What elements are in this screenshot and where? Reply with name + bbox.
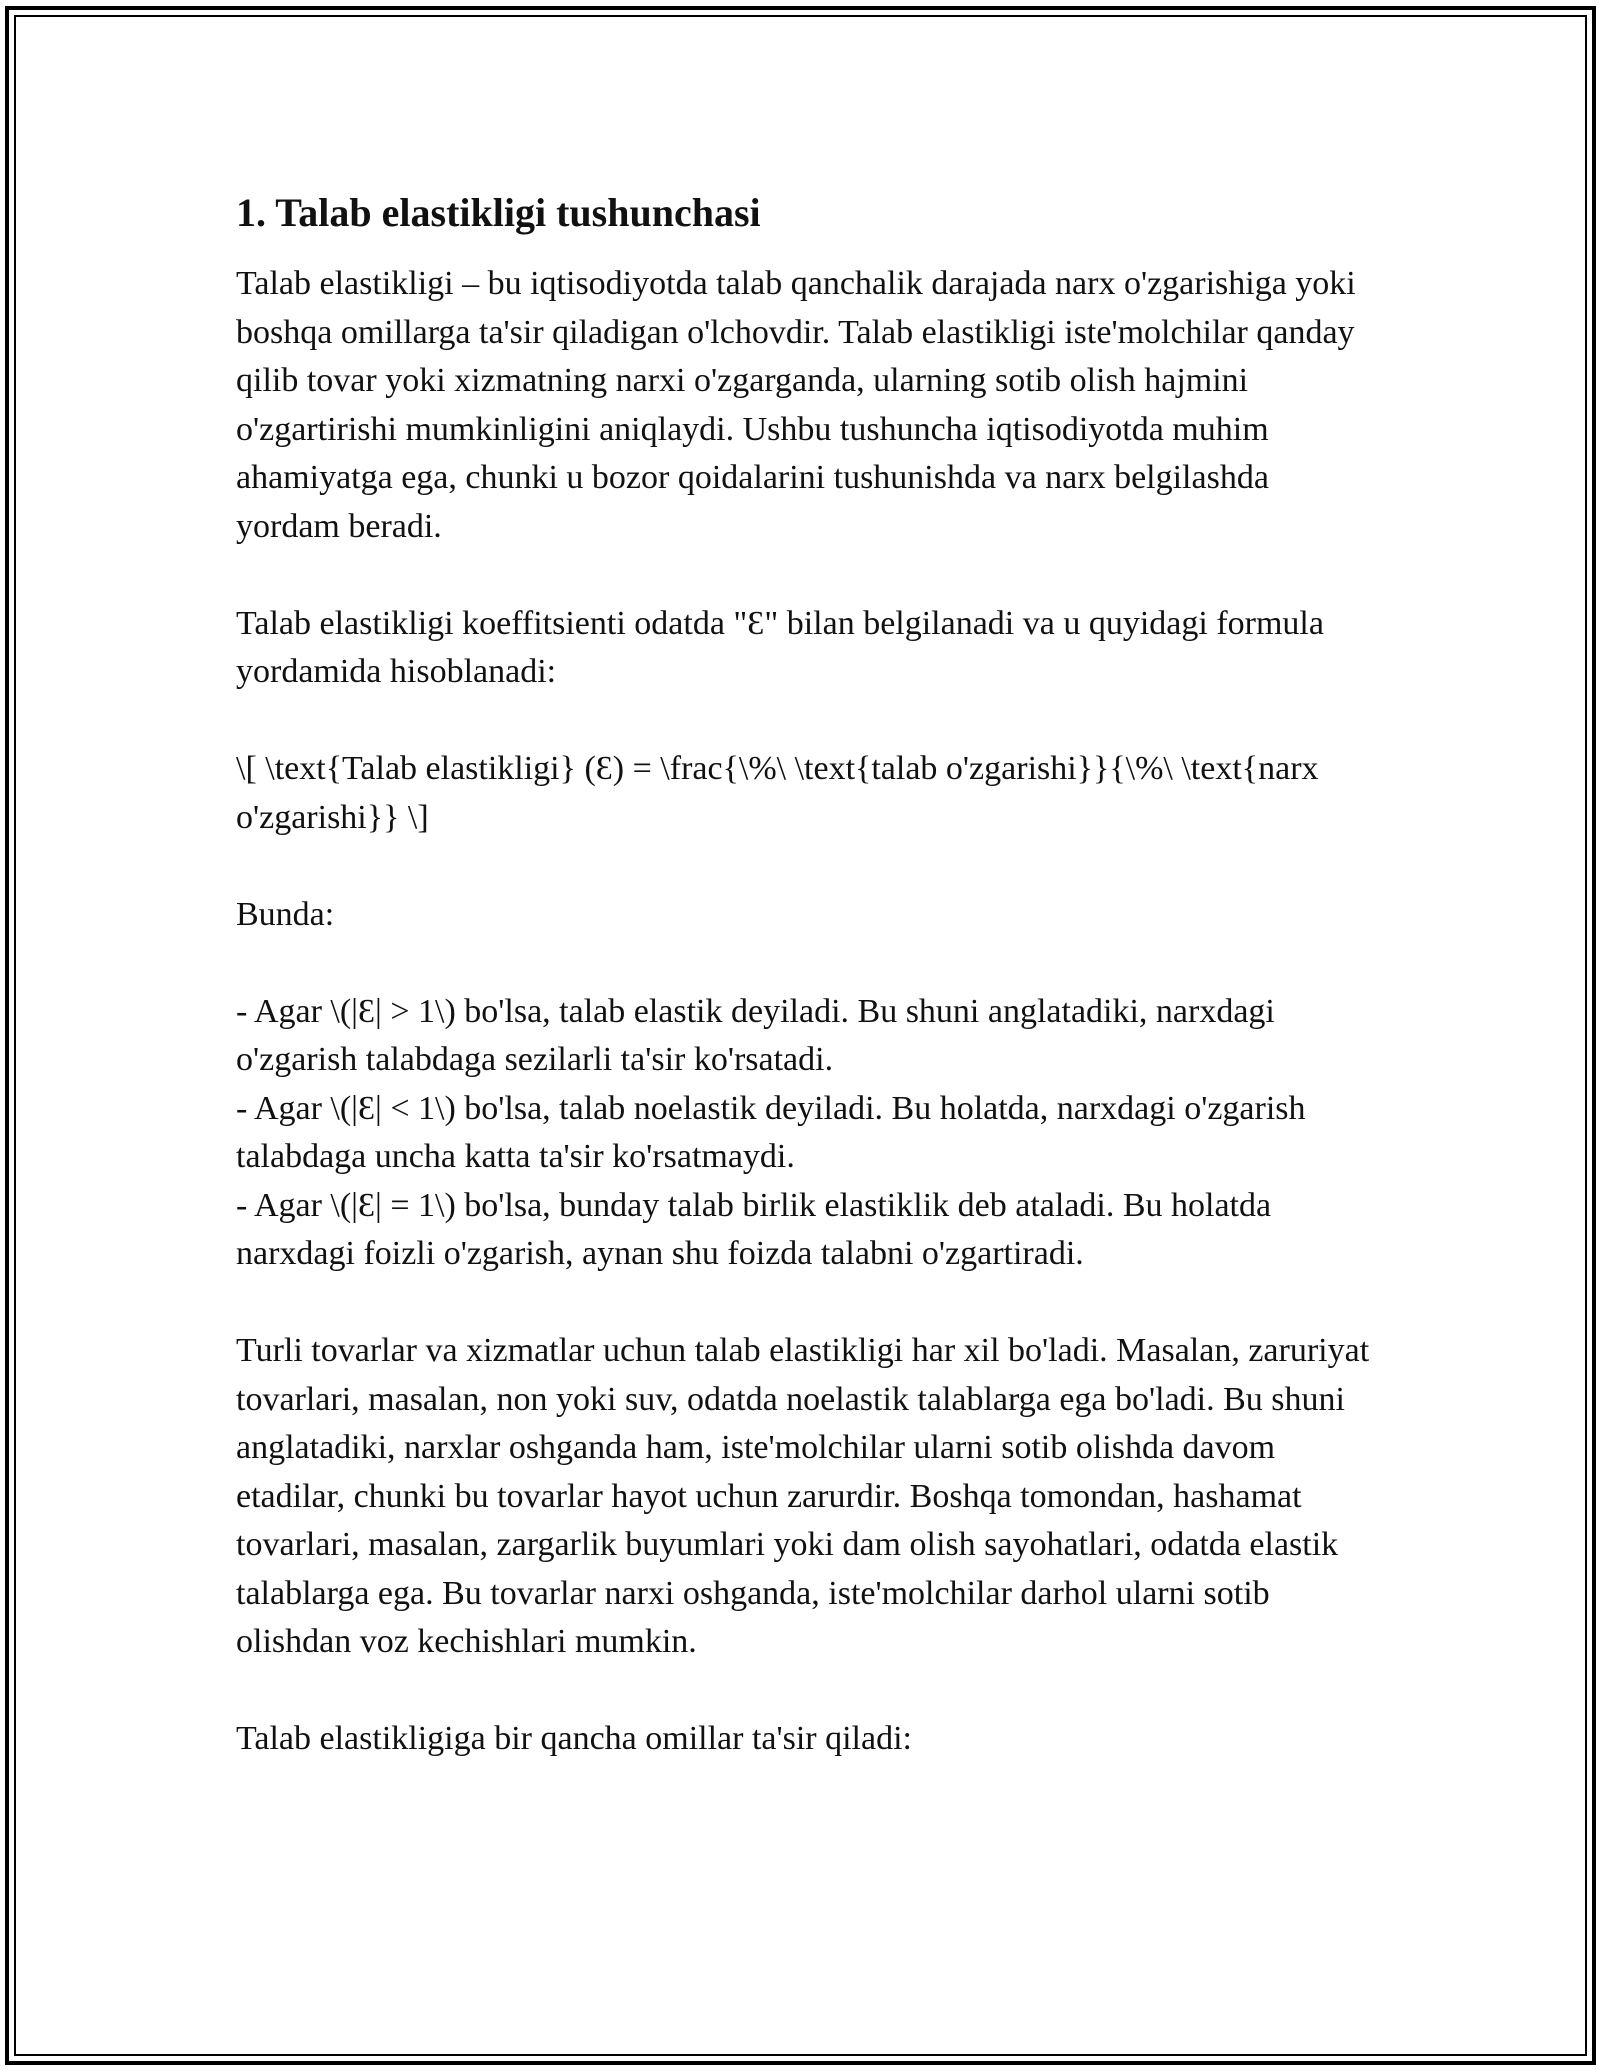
paragraph-spacer	[236, 1667, 1376, 1716]
list-item: - Agar \(|Ɛ| < 1\) bo'lsa, talab noelastik deyiladi. Bu holatda, narxdagi o'zgarish talabdaga uncha katta ta'sir ko'rsatmaydi.	[236, 1089, 1306, 1175]
formula-text: \[ \text{Talab elastikligi} (Ɛ) = \frac{\%\ \text{talab o'zgarishi}}{\%\ \text{narx o'zgarishi}} \]	[236, 750, 1319, 836]
paragraph-spacer	[236, 1279, 1376, 1328]
paragraph-spacer	[236, 939, 1376, 988]
bunda-label: Bunda:	[236, 895, 335, 933]
factors-intro: Talab elastikligiga bir qancha omillar ta'sir qiladi:	[236, 1720, 912, 1757]
intro-paragraph: Talab elastikligi – bu iqtisodiyotda talab qanchalik darajada narx o'zgarishiga yoki boshqa omillarga ta'sir qiladigan o'lchovdir. Talab elastikligi iste'molchilar qanday qilib tovar yoki xizmatning narxi o'zgarganda, ularning sotib olish hajmini o'zgartirishi mumkinligini aniqlaydi. Ushbu tushuncha iqtisodiyotda muhim ahamiyatga ega, chunki u bozor qoidalarini tushunishda va narx belgilashda yordam beradi.	[236, 265, 1356, 545]
paragraph-spacer	[236, 697, 1376, 746]
paragraph-spacer	[236, 842, 1376, 891]
paragraph-spacer	[236, 551, 1376, 600]
list-item: - Agar \(|Ɛ| > 1\) bo'lsa, talab elastik deyiladi. Bu shuni anglatadiki, narxdagi o'zgarish talabdaga sezilarli ta'sir ko'rsatadi.	[236, 992, 1275, 1078]
goods-paragraph: Turli tovarlar va xizmatlar uchun talab elastikligi har xil bo'ladi. Masalan, zaruriyat tovarlari, masalan, non yoki suv, odatda noelastik talablarga ega bo'ladi. Bu shuni anglatadiki, narxlar oshganda ham, iste'molchilar ularni sotib olishda davom etadilar, chunki bu tovarlar hayot uchun zarurdir. Boshqa tomondan, hashamat tovarlari, masalan, zargarlik buyumlari yoki dam olish sayohatlari, odatda elastik talablarga ega. Bu tovarlar narxi oshganda, iste'molchilar darhol ularni sotib olishdan voz kechishlari mumkin.	[236, 1332, 1370, 1660]
section-heading: 1. Talab elastikligi tushunchasi	[236, 190, 761, 235]
document-body	[236, 186, 1376, 1764]
coefficient-paragraph: Talab elastikligi koeffitsienti odatda "Ɛ" bilan belgilanadi va u quyidagi formula yordamida hisoblanadi:	[236, 604, 1324, 690]
list-item: - Agar \(|Ɛ| = 1\) bo'lsa, bunday talab birlik elastiklik deb ataladi. Bu holatda narxdagi foizli o'zgarish, aynan shu foizda talabni o'zgartiradi.	[236, 1186, 1272, 1272]
